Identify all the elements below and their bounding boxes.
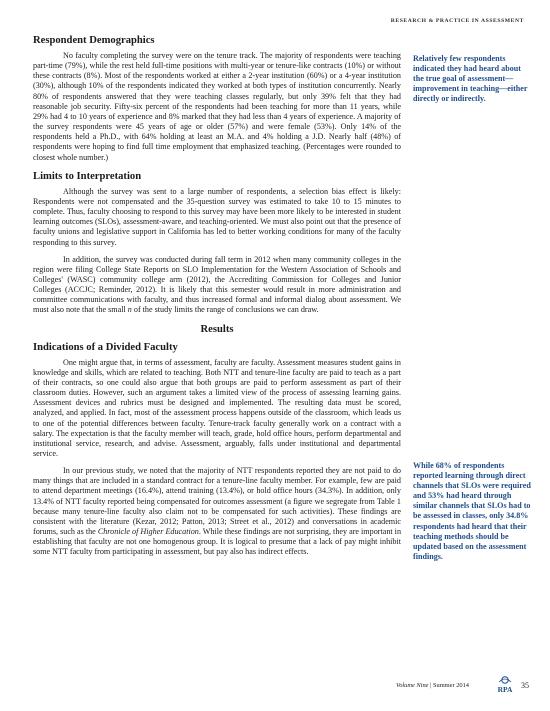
footer-volume-title: Volume Nine xyxy=(396,682,429,689)
running-header: RESEARCH & PRACTICE IN ASSESSMENT xyxy=(390,18,524,24)
paragraph-divided-1: One might argue that, in terms of assessment, faculty are faculty. Assessment measures student gains in knowledge and skills, which are related to teaching. Both NTT and tenure-line faculty are paid to teach as a part of their contracts, so one could also argue that both groups are paid to perform assessment as part of their classroom duties. However, such an argument takes a limited view of the process of assessing learning gains. Assessment devices and rubrics must be designed and implemented. The resulting data must be scored, analyzed, and applied. In fact, most of the assessment process happens outside of the classroom, which leads us to one of the potential differences between faculty. Tenure-track faculty generally work on a contract with a salary. The expectation is that the faculty member will teach, grade, hold office hours, perform departmental and institutional service, research, and advise. Assessment, arguably, falls under institutional and departmental service. xyxy=(33,357,401,458)
paragraph-divided-2-text-b: . While these findings are not surprising, they are important in establishing that faculty are not one homogenous group. It is logical to presume that a lack of pay might inhibit some NTT faculty from participating in assessment, but pay also has indirect effects. xyxy=(33,527,402,557)
chronicle-title: Chronicle of Higher Education xyxy=(97,527,199,537)
section-heading-divided: Indications of a Divided Faculty xyxy=(33,341,178,353)
section-heading-demographics: Respondent Demographics xyxy=(33,35,155,46)
paragraph-limits-2 xyxy=(33,255,401,316)
footer-volume xyxy=(396,682,469,689)
paragraph-divided-2-text-a: In our previous study, we noted that the majority of NTT respondents reported they are not paid to do many things that are included in a standard contract for a tenure-line faculty member. For example, few are paid to attend department meetings (16.4%), attend training (13.4%), or hold office hours (34.3%). In addition, only 13.4% of NTT faculty reported being compensated for outcomes assessment (a figure we segregate from Table 1 because many tenure-line faculty also claim not to be compensated for such activities). These findings are consistent with the literature (Kezar, 2012; Patton, 2013; Street et al., 2012) and conversations in academic forums, such as the xyxy=(33,466,401,537)
article-body xyxy=(33,34,401,565)
page-footer xyxy=(396,673,536,695)
paragraph-divided-2 xyxy=(33,466,401,557)
paragraph-demographics: No faculty completing the survey were on the tenure track. The majority of respondents were teaching part-time (79%), while the rest held full-time positions with multi-year or tenure-like contracts (10%) or without these contracts (8%). Most of the respondents worked at either a 2-year institution (60%) or a 4-year institution (30%), although 10% of the respondents indicated they worked at both types of institution concurrently. Nearly 80% of respondents answered that they were teaching classes regularly, but only 39% felt that they had reasonable job security. Fifty-six percent of the respondents had been teaching for more than 11 years, while 29% had 4 to 10 years of experience and 8% marked that they had less than 4 years of experience. A majority of the survey respondents were 45 years of age or older (57%) and were female (53%). Only 14% of the respondents held a Ph.D., with 64% holding at least an M.A. and 4% holding a J.D. Nearly half (48%) of respondents were hoping to find full time employment that emphasized teaching. (Percentages were rounded to closest whole number.) xyxy=(33,51,401,162)
pull-quote-1: Relatively few respondents indicated they had heard about the true goal of assessment—improvement in teaching—either directly or indirectly. xyxy=(413,54,528,104)
page-number: 35 xyxy=(521,681,529,690)
logo-text: RPA xyxy=(497,685,513,694)
paragraph-limits-2-text-a: In addition, the survey was conducted during fall term in 2012 when many community colleges in the region were filing College State Reports on SLO Implementation for the Western Association of Schools and Colleges' (WASC) community college arm (2012), the Accrediting Commission for Colleges and Junior Colleges (ACCJC; Reminder, 2012). It is likely that this semester would result in more administration and committee communications with faculty, and thus increased formal and informal dialog about assessment. We must also note that the small xyxy=(33,254,401,315)
pull-quote-2: While 68% of respondents reported learning through direct channels that SLOs were required and 53% had heard through similar channels that SLOs had to be assessed in classes, only 34.8% respondents had heard that their teaching methods should be updated based on the assessment findings. xyxy=(413,461,531,561)
paragraph-limits-2-text-b: of the study limits the range of conclusions we can draw. xyxy=(131,305,319,315)
section-heading-limits: Limits to Interpretation xyxy=(33,170,142,182)
rpa-logo-icon xyxy=(491,673,519,700)
sample-size-n: n xyxy=(127,305,132,315)
paragraph-limits-1: Although the survey was sent to a large number of respondents, a selection bias effect is likely: Respondents were not compensated and the 35-question survey was estimated to take 10 to 15 minutes to complete. Thus, faculty choosing to respond to this survey may have been more likely to be interested in student learning outcomes (SLOs), assessment-aware, and teaching-oriented. We must also point out that the presence of faculty unions and legislative support in California has led to better working conditions for many of the faculty responding to this survey. xyxy=(33,186,401,247)
section-heading-results: Results xyxy=(200,323,234,335)
footer-issue: | Summer 2014 xyxy=(428,682,469,689)
